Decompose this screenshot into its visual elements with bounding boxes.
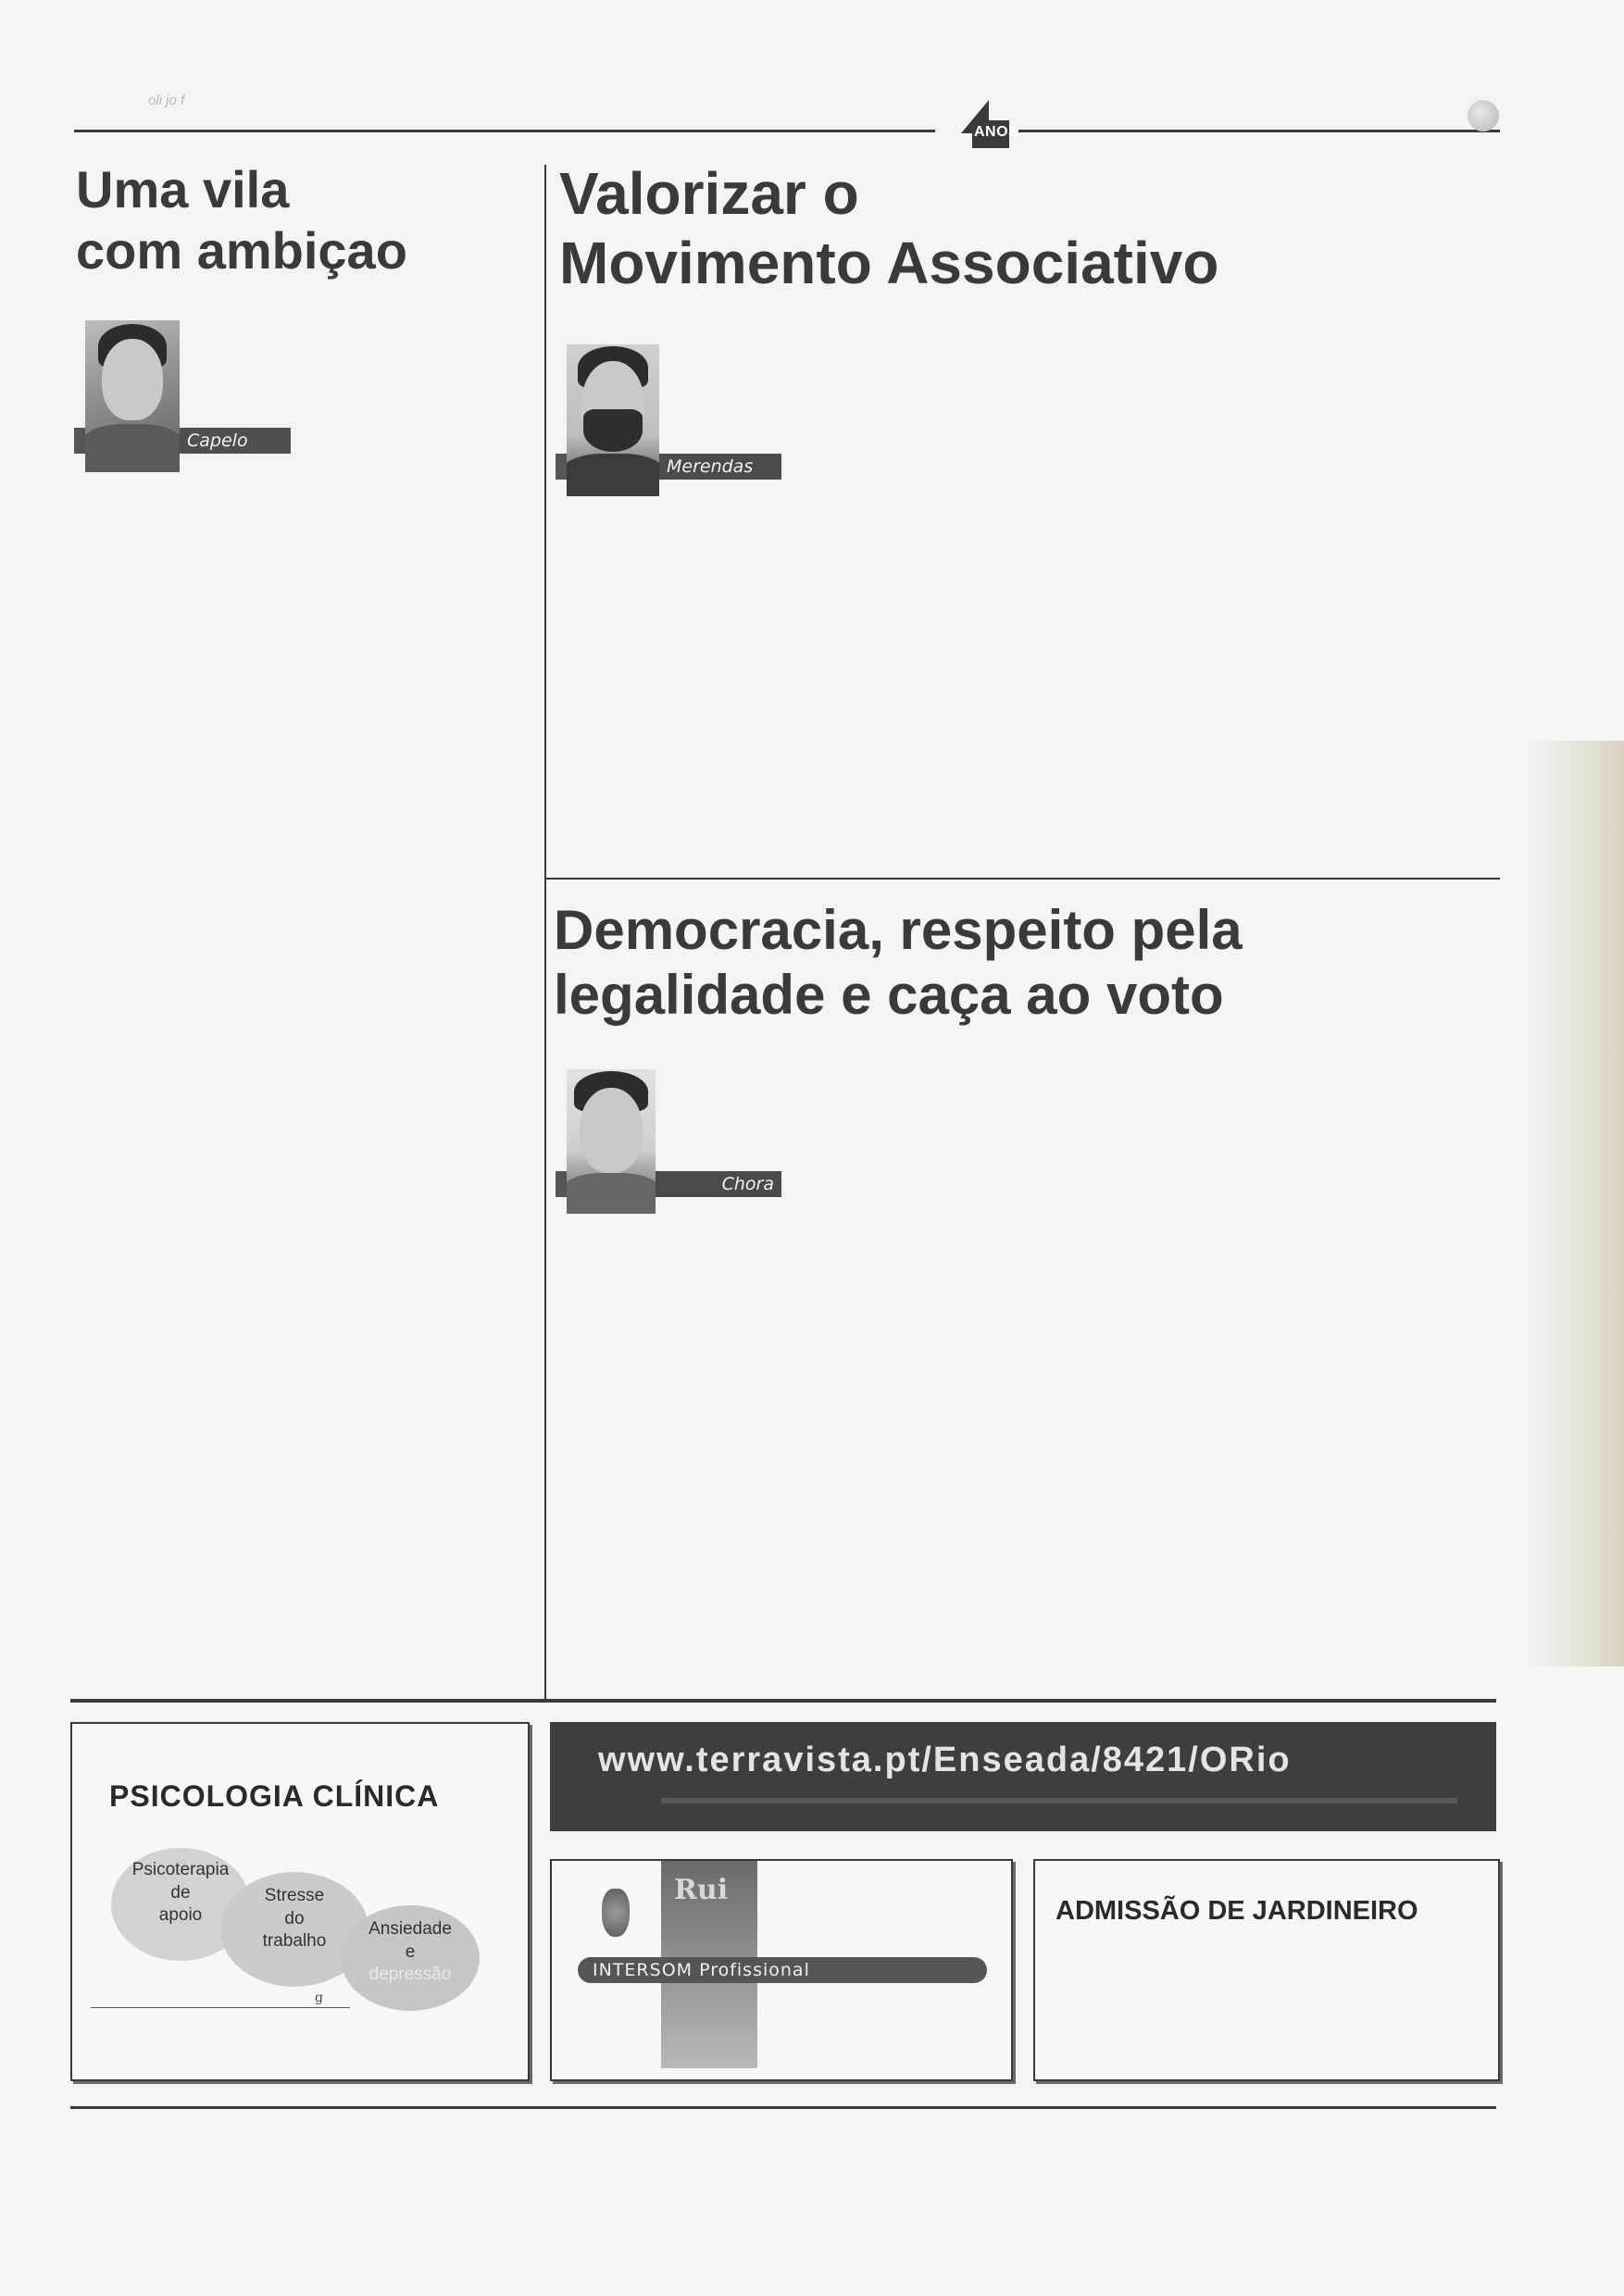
bubble-text: depressão	[369, 1965, 452, 1985]
ads-top-rule	[70, 1699, 1496, 1703]
bubble-text: Psicoterapia	[131, 1860, 230, 1879]
bubble-text: de	[170, 1882, 191, 1903]
intersom-ad	[550, 1859, 1013, 2081]
section-divider	[546, 878, 1500, 880]
website-banner[interactable]	[550, 1722, 1496, 1831]
caption-bar-left	[556, 1171, 567, 1197]
photo-caption-capelo: Capelo	[180, 428, 291, 454]
photo-caption-merendas: Merendas	[659, 454, 781, 480]
headline-line: Movimento Associativo	[559, 229, 1219, 296]
badge-label: ANOS	[974, 124, 1019, 140]
headline-line: Uma vila	[76, 160, 290, 218]
bubble-text: Stresse	[264, 1886, 325, 1905]
headline-line: com ambiçao	[76, 220, 407, 280]
author-photo-capelo	[85, 320, 180, 472]
headline-line: Democracia, respeito pela	[554, 899, 1243, 961]
globe-icon	[1468, 100, 1499, 131]
headline-line: legalidade e caça ao voto	[554, 964, 1224, 1027]
jardineiro-ad	[1033, 1859, 1500, 2081]
bubble-ansiedade	[341, 1905, 480, 2011]
website-url[interactable]: www.terravista.pt/Enseada/8421/ORio	[598, 1741, 1292, 1779]
photo-caption-chora: Chora	[656, 1171, 781, 1197]
author-photo-merendas	[567, 344, 659, 496]
column-divider-upper	[544, 165, 546, 1702]
top-rule-left	[74, 130, 935, 132]
bubble-text: e	[405, 1941, 416, 1962]
bubble-text: do	[284, 1908, 305, 1928]
top-rule-right	[1018, 130, 1500, 132]
anniversary-badge	[944, 96, 1018, 152]
crest-icon	[602, 1889, 630, 1937]
author-photo-chora	[567, 1069, 656, 1214]
banner-subline	[661, 1798, 1457, 1803]
caption-bar-left	[556, 454, 567, 480]
bubble-text: Ansiedade	[369, 1919, 452, 1939]
psicologia-title: PSICOLOGIA CLÍNICA	[109, 1779, 440, 1813]
article-headline-2	[559, 159, 1218, 298]
headline-line: Valorizar o	[559, 160, 859, 227]
psicologia-footnote: g	[315, 1990, 323, 2005]
ads-bottom-rule	[70, 2106, 1496, 2109]
jardineiro-title: ADMISSÃO DE JARDINEIRO	[1056, 1896, 1418, 1926]
psicologia-footer-line	[91, 2007, 350, 2008]
article-headline-3	[554, 898, 1243, 1028]
intersom-logo-text: Rui	[674, 1874, 729, 1906]
article-headline-1	[76, 159, 407, 281]
bubble-text: trabalho	[262, 1931, 327, 1952]
corner-scribble: oli jo f	[148, 93, 185, 108]
paper-edge-stain	[1528, 741, 1624, 1666]
bubble-text: apoio	[158, 1905, 203, 1926]
intersom-banner: INTERSOM Profissional	[578, 1957, 987, 1983]
psicologia-ad	[70, 1722, 530, 2081]
caption-bar-left	[74, 428, 85, 454]
